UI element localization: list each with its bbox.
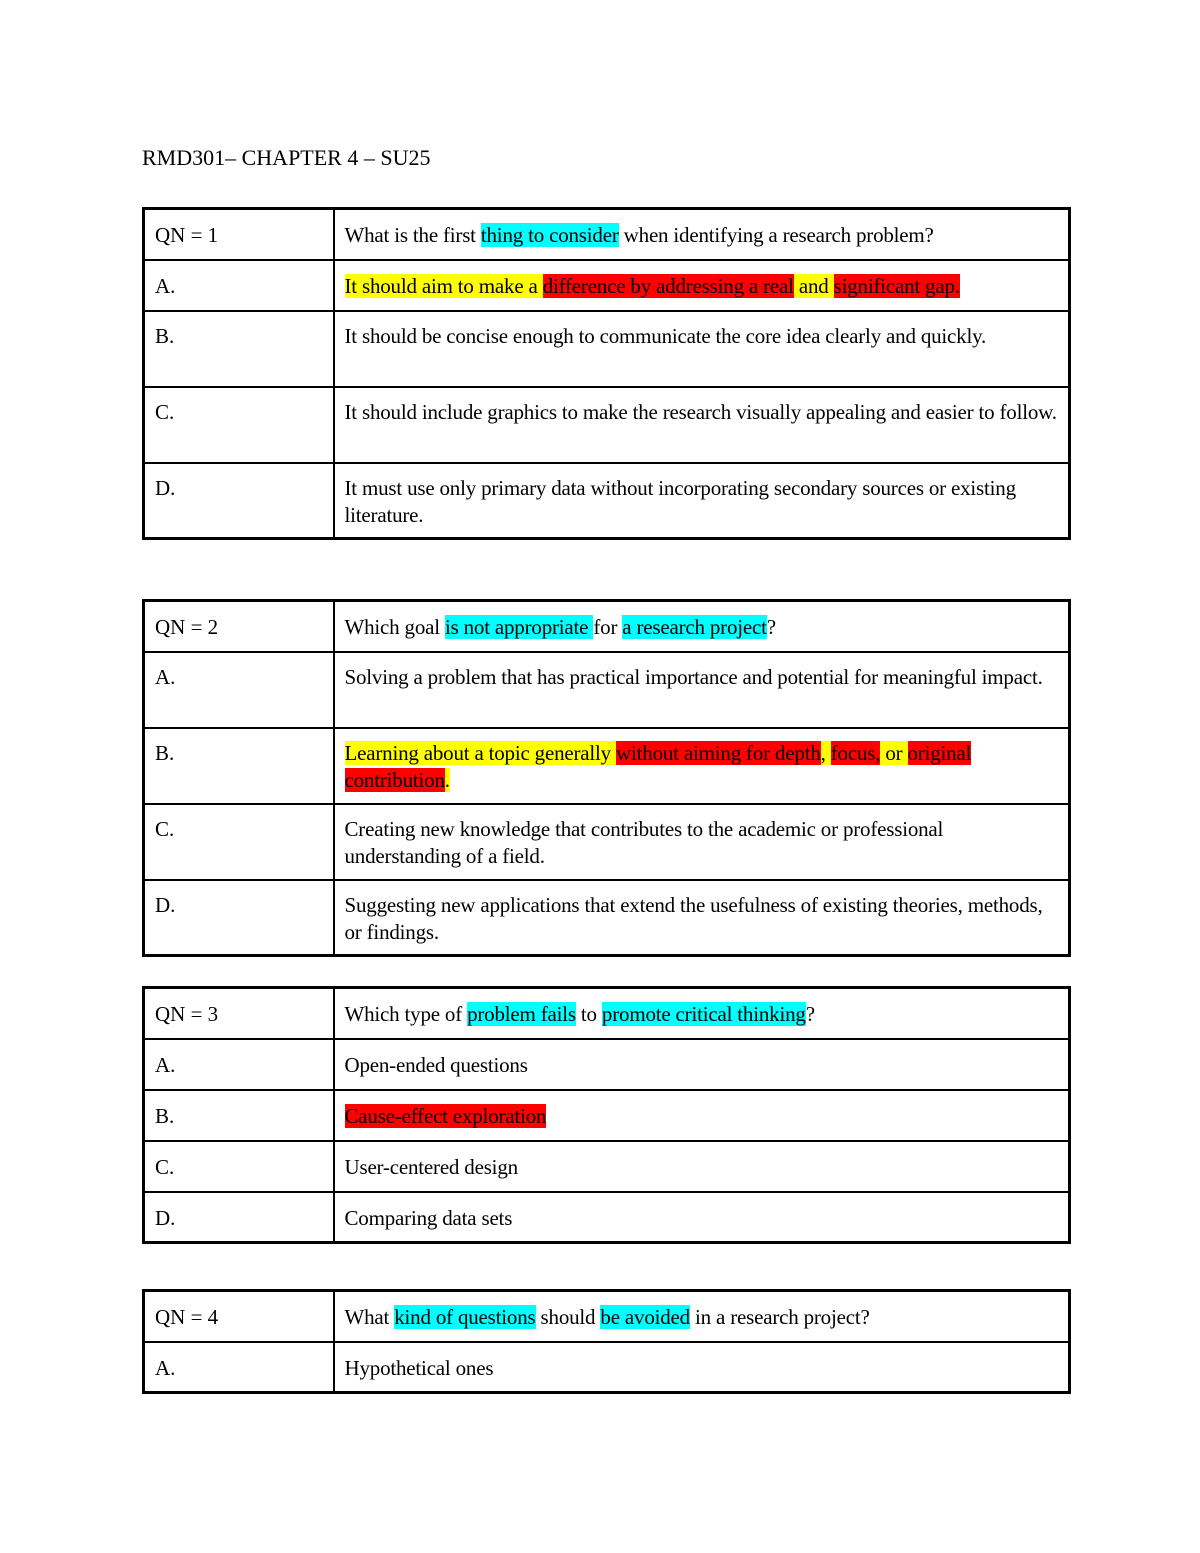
option-row bbox=[144, 260, 1070, 311]
answer-highlight: original contribution bbox=[344, 740, 972, 792]
answer-highlight: or bbox=[880, 740, 908, 765]
stem-highlight: is not appropriate bbox=[444, 615, 594, 639]
option-text: It must use only primary data without incorporating secondary sources or existing literature. bbox=[334, 463, 1070, 539]
option-label: A. bbox=[144, 1342, 334, 1393]
question-label: QN = 4 bbox=[144, 1291, 334, 1342]
option-text bbox=[334, 1090, 1070, 1141]
option-label: D. bbox=[144, 1192, 334, 1243]
question-stem bbox=[334, 209, 1070, 260]
question-label: QN = 3 bbox=[144, 988, 334, 1039]
question-row bbox=[144, 988, 1070, 1039]
stem-part: What is the first bbox=[344, 223, 481, 247]
stem-highlight: a research project bbox=[622, 615, 767, 639]
answer-highlight: and bbox=[793, 273, 834, 298]
option-row bbox=[144, 804, 1070, 880]
question-row bbox=[144, 601, 1070, 652]
option-row bbox=[144, 387, 1070, 463]
question-stem bbox=[334, 601, 1070, 652]
answer-highlight: . bbox=[444, 767, 450, 792]
option-label: C. bbox=[144, 1141, 334, 1192]
stem-highlight: problem fails bbox=[467, 1002, 576, 1026]
question-table-2 bbox=[142, 599, 1071, 957]
question-table-4 bbox=[142, 1289, 1071, 1394]
answer-highlight: It should aim to make a bbox=[344, 273, 543, 298]
answer-highlight: difference by addressing a real bbox=[542, 273, 794, 298]
option-row bbox=[144, 1090, 1070, 1141]
option-text: Open-ended questions bbox=[334, 1039, 1070, 1090]
stem-part: ? bbox=[766, 615, 776, 639]
stem-part: in a research project? bbox=[689, 1305, 870, 1329]
option-text bbox=[334, 728, 1070, 804]
option-text bbox=[334, 260, 1070, 311]
option-label: D. bbox=[144, 463, 334, 539]
option-row bbox=[144, 1192, 1070, 1243]
stem-part: for bbox=[593, 615, 623, 639]
question-label: QN = 2 bbox=[144, 601, 334, 652]
stem-part: when identifying a research problem? bbox=[618, 223, 934, 247]
stem-highlight: thing to consider bbox=[480, 223, 619, 247]
question-row bbox=[144, 209, 1070, 260]
option-text: Creating new knowledge that contributes to the academic or professional understanding of a field. bbox=[334, 804, 1070, 880]
stem-part: ? bbox=[805, 1002, 815, 1026]
stem-part: Which type of bbox=[344, 1002, 468, 1026]
option-text: Suggesting new applications that extend the usefulness of existing theories, methods, or findings. bbox=[334, 880, 1070, 956]
option-text: Comparing data sets bbox=[334, 1192, 1070, 1243]
option-label: B. bbox=[144, 1090, 334, 1141]
option-label: C. bbox=[144, 387, 334, 463]
stem-highlight: be avoided bbox=[600, 1305, 690, 1329]
option-text: Solving a problem that has practical importance and potential for meaningful impact. bbox=[334, 652, 1070, 728]
question-table-3 bbox=[142, 986, 1071, 1244]
option-text: It should include graphics to make the research visually appealing and easier to follow. bbox=[334, 387, 1070, 463]
stem-part: What bbox=[344, 1305, 395, 1329]
option-text: User-centered design bbox=[334, 1141, 1070, 1192]
stem-part: Which goal bbox=[344, 615, 445, 639]
option-row bbox=[144, 880, 1070, 956]
stem-highlight: kind of questions bbox=[394, 1305, 536, 1329]
option-row bbox=[144, 1342, 1070, 1393]
question-table-1 bbox=[142, 207, 1071, 540]
question-label: QN = 1 bbox=[144, 209, 334, 260]
question-stem bbox=[334, 1291, 1070, 1342]
option-label: B. bbox=[144, 728, 334, 804]
question-row bbox=[144, 1291, 1070, 1342]
option-text: It should be concise enough to communicate the core idea clearly and quickly. bbox=[334, 311, 1070, 387]
answer-highlight: Cause-effect exploration bbox=[344, 1103, 547, 1128]
option-row bbox=[144, 1141, 1070, 1192]
option-row bbox=[144, 311, 1070, 387]
option-row bbox=[144, 1039, 1070, 1090]
option-label: C. bbox=[144, 804, 334, 880]
stem-part: should bbox=[535, 1305, 601, 1329]
stem-highlight: promote critical thinking bbox=[601, 1002, 806, 1026]
answer-highlight: significant gap. bbox=[833, 273, 960, 298]
option-text: Hypothetical ones bbox=[334, 1342, 1070, 1393]
answer-highlight: Learning about a topic generally bbox=[344, 740, 617, 765]
answer-highlight: focus, bbox=[830, 740, 881, 765]
option-label: A. bbox=[144, 1039, 334, 1090]
option-label: A. bbox=[144, 652, 334, 728]
document-title: RMD301– CHAPTER 4 – SU25 bbox=[142, 145, 431, 170]
option-label: B. bbox=[144, 311, 334, 387]
question-stem bbox=[334, 988, 1070, 1039]
option-row bbox=[144, 463, 1070, 539]
answer-highlight: without aiming for depth bbox=[616, 740, 821, 765]
stem-part: to bbox=[575, 1002, 602, 1026]
option-label: D. bbox=[144, 880, 334, 956]
option-row bbox=[144, 652, 1070, 728]
option-row bbox=[144, 728, 1070, 804]
option-label: A. bbox=[144, 260, 334, 311]
answer-highlight: , bbox=[820, 740, 831, 765]
